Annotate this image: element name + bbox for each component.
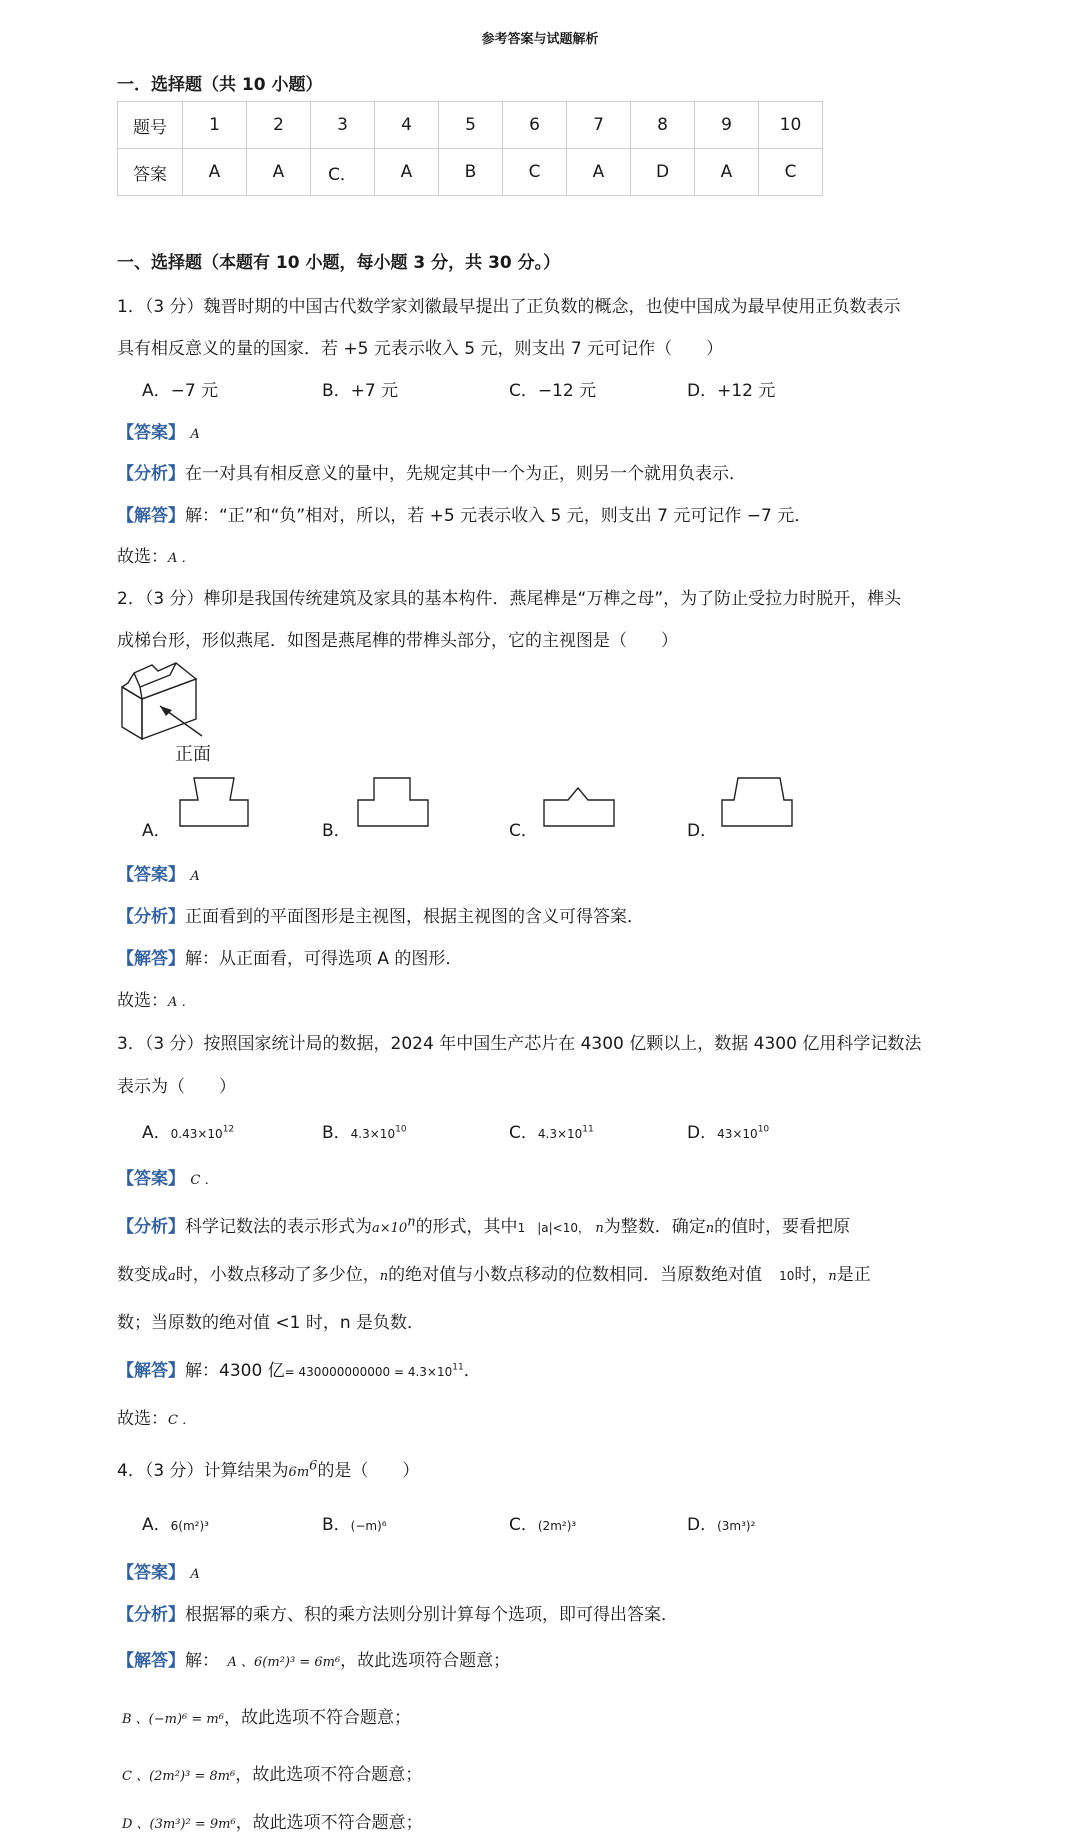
analysis-tag: 【分析】 [117,1217,185,1237]
solution-text: ，故此选项符合题意； [340,1651,511,1671]
choose-label: 故选： [117,547,168,567]
answer-tag: 【答案】 [117,865,185,885]
option-letter: A． [142,1123,171,1143]
option-value: 6(m²)³ [170,1519,209,1533]
table-cell: 3 [311,102,375,149]
option-value: (−m)⁶ [350,1519,387,1533]
analysis-text: 的形式，其中 [415,1217,518,1237]
solution-line [122,1808,423,1833]
solution-text: 解：从正面看，可得选项 A 的图形． [185,949,463,969]
option-exponent: 10 [395,1124,407,1135]
option-a [142,1118,234,1143]
analysis-text: 正面看到的平面图形是主视图，根据主视图的含义可得答案． [185,907,644,927]
math-exponent: 6 [309,1458,318,1474]
analysis-line [117,459,746,484]
analysis-text: 科学记数法的表示形式为 [185,1217,372,1237]
option-b [322,1510,387,1535]
math-variable: n [595,1221,604,1236]
answer-table [117,101,823,196]
table-cell: 5 [439,102,503,149]
solution-line [117,1646,510,1671]
solution-line [117,501,811,526]
answer-value: A [190,869,200,884]
table-cell: 答案 [118,149,183,196]
answer-tag: 【答案】 [117,1169,185,1189]
question-4-stem [117,1456,419,1481]
question-text: 4．（3 分）计算结果为 [117,1461,289,1481]
table-cell: A [695,149,759,196]
analysis-line [117,1600,678,1625]
table-cell: 9 [695,102,759,149]
answer-line [117,1558,200,1583]
option-c: C．−12 元 [509,381,597,401]
option-b-figure [354,776,434,828]
document-title: 参考答案与试题解析 [481,32,599,47]
solution-line [122,1760,422,1785]
question-2-stem: 成梯台形，形似燕尾．如图是燕尾榫的带榫头部分，它的主视图是（ ） [117,631,678,651]
math-exponent: n [407,1214,416,1230]
choose-label: 故选： [117,991,168,1011]
solution-text: ，故此选项不符合题意； [235,1813,423,1833]
math-expression: B 、(−m)⁶ = m⁶ [122,1712,224,1727]
table-cell: A [375,149,439,196]
solution-text: ，故此选项不符合题意； [223,1708,411,1728]
solution-line [117,1356,481,1381]
table-cell: 2 [247,102,311,149]
analysis-tag: 【分析】 [117,464,185,484]
question-2-stem: 2．（3 分）榫卯是我国传统建筑及家具的基本构件．燕尾榫是“万榫之母”，为了防止受拉力时脱开，榫头 [117,589,902,609]
math-variable: a [168,1269,176,1284]
table-cell: C． [311,149,375,196]
option-d-figure [718,776,798,828]
option-letter: C． [509,1515,538,1535]
math-expression: D 、(3m³)² = 9m⁶ [122,1817,236,1832]
math-variable: n [828,1269,837,1284]
analysis-line [117,1212,850,1237]
solution-line [122,1703,411,1728]
math-expression: a×10 [372,1221,408,1236]
choose-value: C ． [168,1413,196,1428]
option-value: 43×10 [717,1127,758,1141]
option-a: A． [142,821,171,841]
analysis-text: 在一对具有相反意义的量中，先规定其中一个为正，则另一个就用负表示． [185,464,746,484]
analysis-text: 时， [794,1265,829,1285]
option-exponent: 10 [757,1124,770,1135]
question-3-stem: 3．（3 分）按照国家统计局的数据，2024 年中国生产芯片在 4300 亿颗以上，数据 4300 亿用科学记数法 [117,1034,922,1054]
option-letter: B． [322,1123,351,1143]
solution-text: 解：4300 亿 [185,1361,285,1381]
table-cell: 1 [183,102,247,149]
solution-tag: 【解答】 [117,949,185,969]
analysis-text: 时，小数点移动了多少位， [175,1265,380,1285]
math-expression: C 、(2m²)³ = 8m⁶ [122,1769,236,1784]
answer-value: A [190,427,200,442]
math-number: 10 [779,1269,795,1283]
option-value: (3m³)² [717,1519,756,1533]
answer-value: C ． [190,1173,218,1188]
table-cell: A [567,149,631,196]
solution-text: ，故此选项不符合题意； [235,1765,423,1785]
answer-tag: 【答案】 [117,1563,185,1583]
analysis-line [117,902,644,927]
analysis-text: 数变成 [117,1265,168,1285]
answer-line [117,418,200,443]
section-heading: 一．选择题（共 10 小题） [117,75,323,95]
option-b: B． [322,821,351,841]
table-cell: 8 [631,102,695,149]
option-d: D．+12 元 [687,381,776,401]
choose-line [117,542,195,567]
analysis-text: 根据幂的乘方、积的乘方法则分别计算每个选项，即可得出答案． [185,1605,678,1625]
option-value: (2m²)³ [537,1519,577,1533]
option-value: 4.3×10 [537,1127,583,1141]
arrow-icon [150,700,210,740]
math-expression: 6m [288,1465,310,1480]
solution-text: 解： [185,1651,211,1671]
solution-tag: 【解答】 [117,1651,185,1671]
answer-line [117,1164,218,1189]
option-letter: C． [509,1123,538,1143]
option-b [322,1118,407,1143]
math-expression: A 、6(m²)³ = 6m⁶ [227,1655,341,1670]
option-c [509,1118,594,1143]
option-d [687,1510,755,1535]
option-a [142,1510,209,1535]
analysis-text: 是正 [836,1265,871,1285]
solution-tag: 【解答】 [117,1361,185,1381]
math-condition: 1 |a|<10， [517,1221,590,1235]
analysis-tag: 【分析】 [117,907,185,927]
table-cell: A [183,149,247,196]
option-letter: A． [142,1515,171,1535]
analysis-text: 的绝对值与小数点移动的位数相同．当原数绝对值 [388,1265,763,1285]
question-3-stem: 表示为（ ） [117,1077,236,1097]
solution-line [117,944,462,969]
table-row [118,149,823,196]
math-expression: = 430000000000 = 4.3×10 [284,1365,453,1379]
analysis-tag: 【分析】 [117,1605,185,1625]
question-1-stem: 1．（3 分）魏晋时期的中国古代数学家刘徽最早提出了正负数的概念，也使中国成为最早使用正负数表示 [117,297,901,317]
option-c-figure [540,776,620,828]
option-letter: D． [687,1515,718,1535]
option-c: C． [509,821,538,841]
analysis-line [117,1260,871,1285]
section-heading: 一、选择题（本题有 10 小题，每小题 3 分，共 30 分。） [117,253,561,273]
option-letter: B． [322,1515,351,1535]
table-cell: 4 [375,102,439,149]
option-exponent: 11 [582,1124,594,1135]
solution-text: ． [463,1361,481,1381]
option-value: 0.43×10 [170,1127,223,1141]
table-cell: C [503,149,567,196]
table-cell: 7 [567,102,631,149]
table-cell: A [247,149,311,196]
question-text: 的是（ ） [317,1461,420,1481]
choose-label: 故选： [117,1409,168,1429]
option-b: B．+7 元 [322,381,399,401]
table-cell: B [439,149,503,196]
answer-line [117,860,200,885]
choose-line [117,986,195,1011]
choose-value: A ． [168,995,195,1010]
table-cell: 6 [503,102,567,149]
option-d [687,1118,769,1143]
choose-value: A ． [168,551,195,566]
choose-line [117,1404,195,1429]
table-cell: C [759,149,823,196]
option-value: 4.3×10 [350,1127,396,1141]
math-variable: n [705,1221,715,1236]
table-cell: 题号 [118,102,183,149]
option-letter: D． [687,1123,718,1143]
option-a-figure [174,776,254,828]
analysis-text: 为整数．确定 [603,1217,706,1237]
front-label: 正面 [175,744,211,765]
answer-value: A [190,1567,200,1582]
table-cell: 10 [759,102,823,149]
option-c [509,1510,576,1535]
answer-tag: 【答案】 [117,423,185,443]
option-d: D． [687,821,718,841]
analysis-line: 数；当原数的绝对值 <1 时，n 是负数． [117,1313,425,1333]
analysis-text: 的值时，要看把原 [714,1217,851,1237]
question-1-stem: 具有相反意义的量的国家．若 +5 元表示收入 5 元，则支出 7 元可记作（ ） [117,339,724,359]
table-row [118,102,823,149]
solution-tag: 【解答】 [117,506,185,526]
math-variable: n [379,1269,389,1284]
table-cell: D [631,149,695,196]
option-exponent: 12 [222,1124,235,1135]
solution-text: 解：“正”和“负”相对，所以，若 +5 元表示收入 5 元，则支出 7 元可记作 −7 元． [185,506,812,526]
math-exponent: 11 [452,1362,464,1373]
option-a: A．−7 元 [142,381,219,401]
